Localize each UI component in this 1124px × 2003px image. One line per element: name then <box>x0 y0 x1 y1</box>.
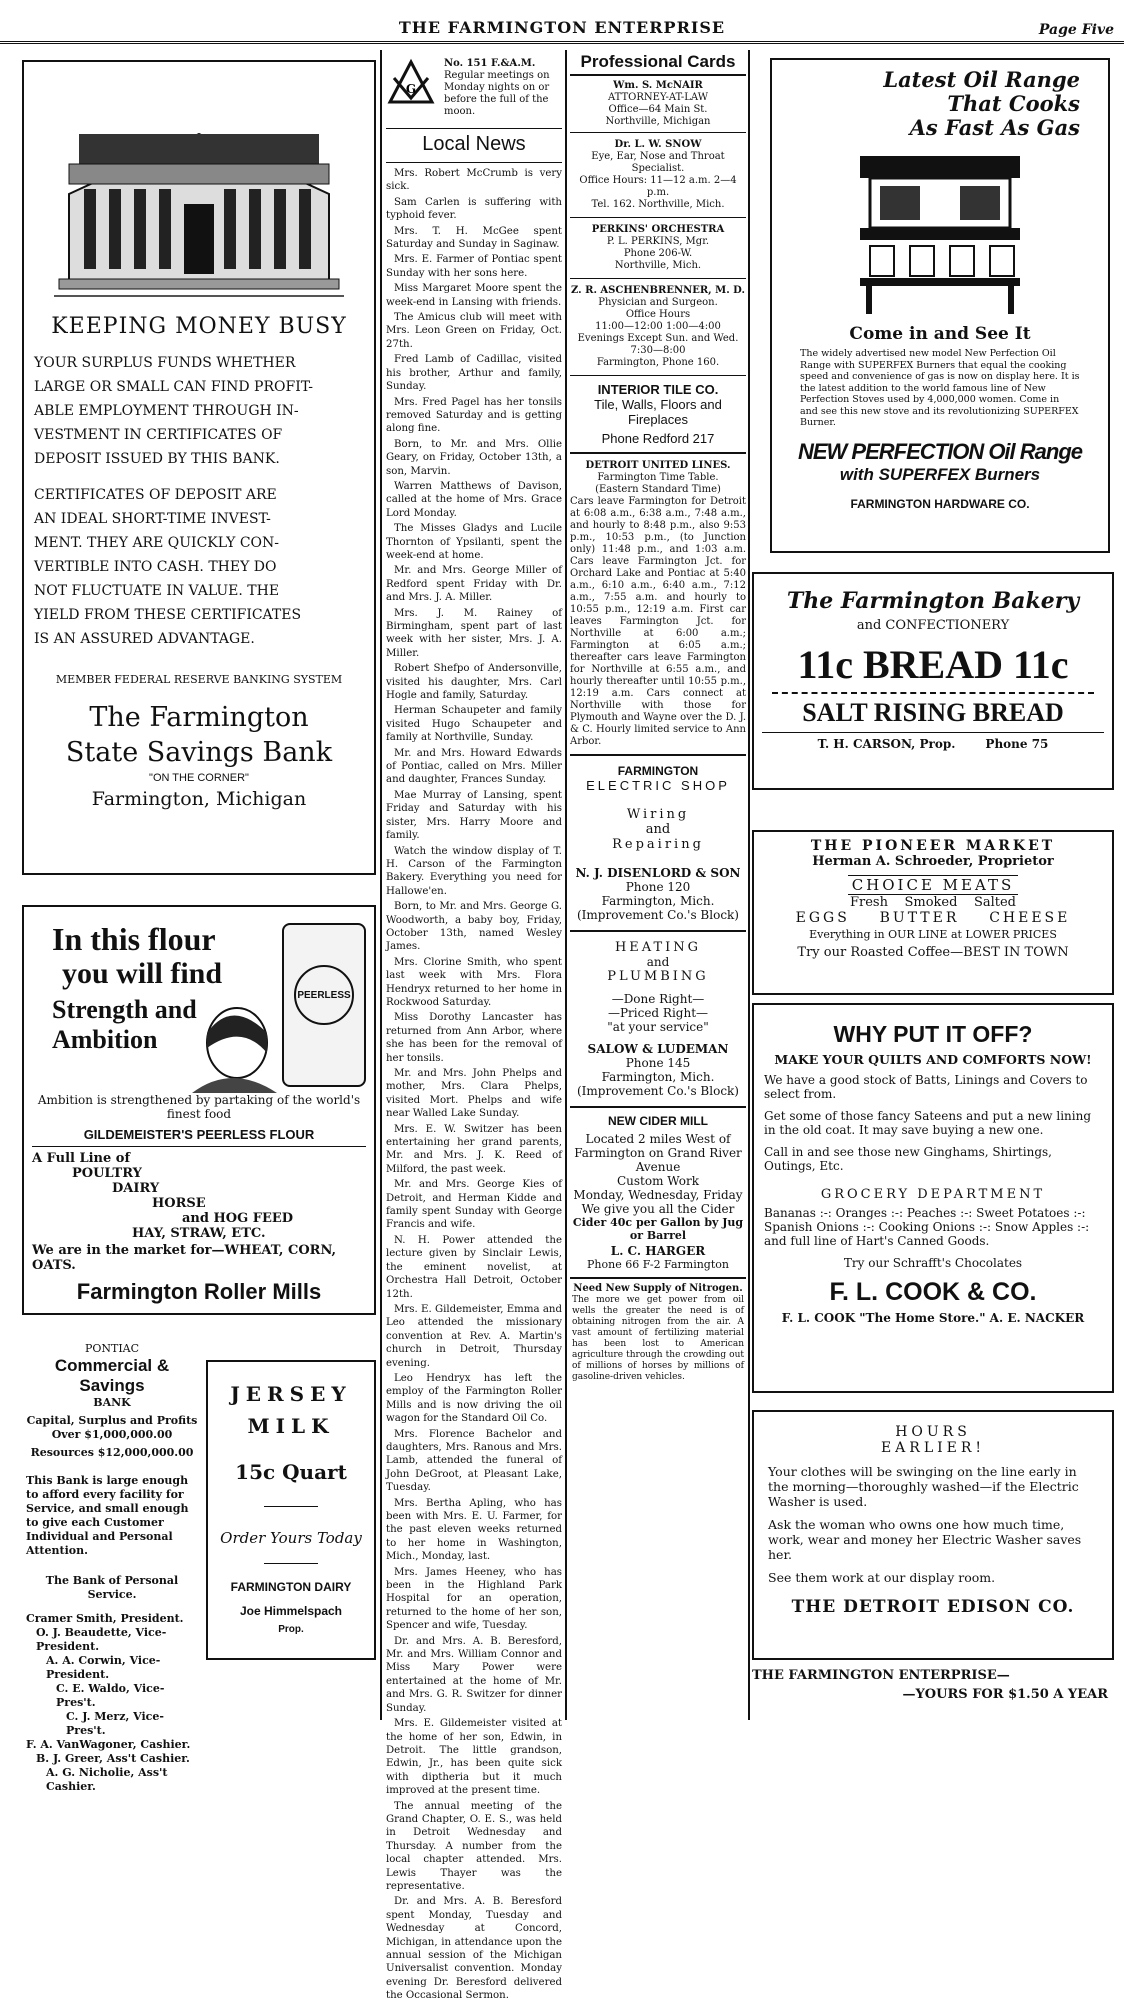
feed-line-6: HAY, STRAW, ETC. <box>132 1226 266 1241</box>
jersey-milk-ad <box>206 1360 376 1660</box>
pioneer-title: THE PIONEER MARKET <box>810 838 1056 854</box>
news-items <box>386 167 562 2003</box>
dur-time: (Eastern Standard Time) <box>595 484 721 495</box>
pontiac-bank-ad <box>22 1340 202 1793</box>
dur-timetable <box>570 454 746 756</box>
text-line: DEPOSIT ISSUED BY THIS BANK. <box>34 451 280 467</box>
text-line: LARGE OR SMALL CAN FIND PROFIT- <box>34 379 313 395</box>
sub-line-1: THE FARMINGTON ENTERPRISE— <box>752 1668 1010 1683</box>
cider-name: L. C. HARGER <box>610 1244 706 1258</box>
pioneer-market-ad <box>752 830 1114 995</box>
card-line: Phone 206-W. <box>623 248 693 259</box>
pontiac-capital: Capital, Surplus and Profits Over $1,000,000.00 <box>26 1414 198 1441</box>
electric-city: Farmington, Mich. <box>601 894 715 908</box>
news-item: Mr. and Mrs. George Miller of Redford spent Friday with Dr. and Mrs. J. A. Miller. <box>386 565 562 604</box>
news-item: Mrs. James Heeney, who has been in the Highland Park Hospital for an operation, returned to the home of her son, Spencer and wife, Tuesday. <box>386 1566 562 1632</box>
pontiac-resources: Resources $12,000,000.00 <box>30 1446 194 1459</box>
pontiac-officers <box>26 1612 198 1794</box>
jersey-t2: MILK <box>247 1414 335 1438</box>
news-item: Mrs. Fred Pagel has her tonsils removed Saturday and is getting along fine. <box>386 396 562 435</box>
text-line: ABLE EMPLOYMENT THROUGH IN- <box>34 403 299 419</box>
text-line: IS AN ASSURED ADVANTAGE. <box>34 631 255 647</box>
electric-shop-ad <box>570 756 746 932</box>
card-line: Dr. L. W. SNOW <box>614 139 702 150</box>
lodge-notice <box>386 56 564 120</box>
svg-text:G: G <box>405 82 417 96</box>
bakery-title: The Farmington Bakery <box>786 588 1080 614</box>
pontiac-t1: PONTIAC <box>84 1342 140 1355</box>
bank-name-2: State Savings Bank <box>65 737 333 768</box>
electric-t1: FARMINGTON <box>617 764 699 778</box>
lodge-text: Regular meetings on Monday nights on or before the full of the moon. <box>444 70 550 117</box>
bank-para2 <box>34 483 364 651</box>
lodge-number: No. 151 F.&A.M. <box>444 58 536 69</box>
art-line-1: In this flour <box>52 921 216 957</box>
pontiac-t2: Commercial & Savings <box>54 1356 170 1395</box>
divider <box>772 692 1094 694</box>
news-item: Mr. and Mrs. George Kies of Detroit, and Herman Kidde and family spent Sunday with George Francis and wife. <box>386 1179 562 1231</box>
nitrogen-title: Need New Supply of Nitrogen. <box>573 1283 743 1294</box>
heating-phone: Phone 145 <box>625 1056 691 1070</box>
flour-brand: GILDEMEISTER'S PEERLESS FLOUR <box>83 1127 315 1142</box>
heating-city: Farmington, Mich. <box>601 1070 715 1084</box>
oil-range-ad <box>770 58 1110 553</box>
card-line: Office Hours: 11—12 a.m. 2—4 p.m. <box>579 175 737 198</box>
edison-p3: See them work at our display room. <box>768 1570 996 1585</box>
electric-l1: Wiring <box>626 807 690 822</box>
roller-mills-name: Farmington Roller Mills <box>76 1279 322 1304</box>
feed-line-3: DAIRY <box>112 1181 160 1196</box>
jersey-t1: JERSEY <box>230 1382 352 1406</box>
news-item: Miss Dorothy Lancaster has returned from Ann Arbor, where she has been for the removal of her tonsils. <box>386 1012 562 1064</box>
page-number: Page Five <box>1038 22 1114 38</box>
news-item: Mr. and Mrs. John Phelps and mother, Mrs. Clara Phelps, visited Mort. Phelps and wife near Walled Lake Sunday. <box>386 1068 562 1120</box>
card-line: Physician and Surgeon. <box>598 297 718 308</box>
card-line: 11:00—12:00 1:00—4:00 <box>595 321 721 332</box>
cider-l4: We give you all the Cider <box>581 1202 735 1216</box>
news-item: Warren Matthews of Davison, called at the home of Mrs. Grace Lord Monday. <box>386 480 562 519</box>
sack-label: PEERLESS <box>297 989 351 1001</box>
masonic-emblem-icon <box>386 58 436 108</box>
divider <box>762 732 1104 733</box>
subscription-notice <box>752 1668 1114 1720</box>
cider-l1: Located 2 miles West of Farmington on Grand River Avenue <box>574 1132 742 1174</box>
bank-name-1: The Farmington <box>89 702 309 733</box>
news-item: Born, to Mr. and Mrs. George G. Woodworth, a baby boy, Friday, October 13th, named Wesley James. <box>386 901 562 953</box>
bank-para1 <box>34 351 364 471</box>
feed-line-5: and HOG FEED <box>182 1211 294 1226</box>
feed-line-2: POULTRY <box>72 1166 142 1181</box>
news-item: Dr. and Mrs. A. B. Beresford, Mr. and Mrs. William Connor and Miss Mary Power were entertained at the home of Mr. and Mrs. G. R. Switzer for dinner Sunday. <box>386 1635 562 1714</box>
news-item: Mrs. Bertha Apling, who has been with Mrs. E. U. Farmer, for the past eleven weeks returned to her home in Washington, Mich., Monday, last. <box>386 1497 562 1563</box>
pioneer-owner: Herman A. Schroeder, Proprietor <box>812 854 1054 869</box>
art-line-3: Strength and <box>52 995 197 1024</box>
pioneer-cuts: Fresh Smoked Salted <box>849 895 1017 910</box>
card-mcnair <box>570 76 746 133</box>
bakery-phone: Phone 75 <box>985 737 1049 751</box>
nitrogen-article <box>570 1279 746 1387</box>
art-line-2: you will find <box>62 957 223 990</box>
news-item: Mrs. J. M. Rainey of Birmingham, spent part of last week with her sister, Mrs. J. A. Miller. <box>386 607 562 659</box>
detroit-edison-ad <box>752 1410 1114 1660</box>
pioneer-prices: Everything in OUR LINE at LOWER PRICES <box>809 928 1057 941</box>
card-line: ATTORNEY-AT-LAW <box>607 92 709 103</box>
news-item: Fred Lamb of Cadillac, visited his brother, Arthur and family, Sunday. <box>386 354 562 393</box>
officer: F. A. VanWagoner, Cashier. <box>26 1738 191 1751</box>
text-line: CERTIFICATES OF DEPOSIT ARE <box>34 487 277 503</box>
news-item: Mr. and Mrs. Howard Edwards of Pontiac, called on Mrs. Miller and daughter, Frances Sunday. <box>386 747 562 786</box>
divider <box>264 1506 318 1507</box>
professional-column <box>570 52 746 1720</box>
text-line: YIELD FROM THESE CERTIFICATES <box>34 607 302 623</box>
bakery-sub: and CONFECTIONERY <box>856 618 1010 633</box>
card-line: Tile, Walls, Floors and Fireplaces <box>594 397 722 427</box>
cider-title: NEW CIDER MILL <box>608 1114 708 1128</box>
news-item: Dr. and Mrs. A. B. Beresford spent Monday, Tuesday and Wednesday at Concord, Michigan, in attendance upon the annual session of the Michigan Universalist convention. Monday evening Dr. Beresford delivered the Occasional Sermon. <box>386 1896 562 2002</box>
news-item: Mrs. E. W. Switzer has been entertaining her grand parents, Mr. and Mrs. J. K. Reed of Milford, the past week. <box>386 1123 562 1175</box>
jersey-owner: Joe Himmelspach <box>239 1604 343 1618</box>
farmington-bank-ad <box>22 60 376 875</box>
text-line: YOUR SURPLUS FUNDS WHETHER <box>34 355 296 371</box>
pontiac-t3: BANK <box>93 1396 131 1409</box>
flour-caption: Ambition is strengthened by partaking of the world's finest food <box>37 1093 361 1121</box>
edison-t1: HOURS <box>895 1424 971 1440</box>
masthead-title: THE FARMINGTON ENTERPRISE <box>398 18 726 37</box>
column-rule <box>380 50 382 1720</box>
bakery-salt-rising: SALT RISING BREAD <box>802 698 1064 727</box>
cook-co-ad <box>752 1003 1114 1393</box>
oil-store: FARMINGTON HARDWARE CO. <box>850 496 1030 511</box>
pioneer-meats: CHOICE MEATS <box>848 875 1018 895</box>
news-item: Mrs. E. Farmer of Pontiac spent Sunday with her sons here. <box>386 254 562 279</box>
heating-l3: PLUMBING <box>607 969 709 984</box>
flour-ad <box>22 905 376 1315</box>
cook-p4: Bananas :-: Oranges :-: Peaches :-: Sweet Potatoes :-: Spanish Onions :-: Cooking Onions :-: Snow Apples :-: and full line of Hart's Canned Goods. <box>764 1206 1090 1248</box>
text-line: MENT. THEY ARE QUICKLY CON- <box>34 535 280 551</box>
card-line: Northville, Michigan <box>605 116 711 127</box>
heating-l5: —Priced Right— <box>607 1006 709 1020</box>
news-item: Mae Murray of Lansing, spent Friday and Saturday with his sister, Mrs. Harry Moore and family. <box>386 789 562 842</box>
card-line: Tel. 162. Northville, Mich. <box>591 199 725 210</box>
card-line: P. L. PERKINS, Mgr. <box>606 236 710 247</box>
card-perkins <box>570 218 746 279</box>
jersey-dairy: FARMINGTON DAIRY <box>230 1580 352 1594</box>
news-item: Mrs. T. H. McGee spent Saturday and Sunday in Saginaw. <box>386 225 562 251</box>
card-line: PERKINS' ORCHESTRA <box>591 224 725 235</box>
edison-p2: Ask the woman who owns one how much time, work, wear and money her Electric Washer saves her. <box>768 1517 1082 1562</box>
card-line: INTERIOR TILE CO. <box>597 382 719 397</box>
bank-building-icon <box>49 74 349 304</box>
edison-t2: EARLIER! <box>880 1440 986 1456</box>
column-rule <box>565 50 567 1720</box>
card-line: Eye, Ear, Nose and Throat Specialist. <box>591 151 725 174</box>
officer: Cramer Smith, President. <box>26 1612 184 1625</box>
cider-l2: Custom Work <box>616 1174 700 1188</box>
cook-p1: We have a good stock of Batts, Linings and Covers to select from. <box>764 1073 1088 1101</box>
card-line: Office Hours <box>625 309 691 320</box>
bank-headline: KEEPING MONEY BUSY <box>51 314 347 339</box>
card-line: Evenings Except Sun. and Wed. 7:30—8:00 <box>577 333 739 356</box>
divider <box>386 162 562 163</box>
edison-name: THE DETROIT EDISON CO. <box>791 1597 1075 1617</box>
text-line: NOT FLUCTUATE IN VALUE. THE <box>34 583 280 599</box>
oil-h1: Latest Oil Range <box>883 67 1080 92</box>
oil-come-in: Come in and See It <box>849 324 1031 344</box>
cook-p3: Call in and see those new Ginghams, Shirtings, Outings, Etc. <box>764 1145 1052 1173</box>
news-item: The Misses Gladys and Lucile Thornton of Ypsilanti, spent the week-end at home. <box>386 523 562 561</box>
news-item: Robert Shefpo of Andersonville, visited his daughter, Mrs. Carl Hogle and family, Saturday. <box>386 663 562 702</box>
card-tile <box>570 376 746 454</box>
text-line: VERTIBLE INTO CASH. THEY DO <box>34 559 277 575</box>
card-line: Farmington, Phone 160. <box>596 357 720 368</box>
cook-sub: MAKE YOUR QUILTS AND COMFORTS NOW! <box>774 1052 1092 1067</box>
cider-mill-ad <box>570 1108 746 1279</box>
news-item: The Amicus club will meet with Mrs. Leon Green on Friday, Oct. 27th. <box>386 312 562 350</box>
electric-block: (Improvement Co.'s Block) <box>576 908 739 922</box>
oil-body: The widely advertised new model New Perfection Oil Range with SUPERFEX Burners that equal the cooking speed and convenience of gas is now on display here. It is the latest addition to the world famous line of New Perfection Stoves used by 4,000,000 women. Come in and see this new stove and its revolutionizing SUPERFEX Burner. <box>800 348 1080 428</box>
officer: C. E. Waldo, Vice-Pres't. <box>56 1682 165 1709</box>
news-item: Sam Carlen is suffering with typhoid fever. <box>386 196 562 222</box>
cook-dept: GROCERY DEPARTMENT <box>820 1187 1046 1202</box>
card-aschenbrenner <box>570 279 746 376</box>
pontiac-motto: The Bank of Personal Service. <box>45 1574 179 1601</box>
cook-p5: Try our Schrafft's Chocolates <box>843 1256 1023 1270</box>
flour-sack-icon <box>282 923 366 1087</box>
oil-h3: As Fast As Gas <box>909 115 1080 140</box>
sub-line-2: —YOURS FOR $1.50 A YEAR <box>902 1687 1108 1702</box>
news-item: Miss Margaret Moore spent the week-end in Lansing with friends. <box>386 283 562 308</box>
cook-footer: F. L. COOK "The Home Store." A. E. NACKER <box>781 1311 1085 1325</box>
local-news-column <box>386 124 562 2002</box>
officer: B. J. Greer, Ass't Cashier. <box>36 1752 190 1765</box>
officer: A. G. Nicholie, Ass't Cashier. <box>46 1766 168 1793</box>
dur-subtitle: Farmington Time Table. <box>597 472 719 483</box>
card-line: Z. R. ASCHENBRENNER, M. D. <box>571 285 745 296</box>
divider <box>386 128 562 129</box>
feed-line-7: We are in the market for—WHEAT, CORN, OATS. <box>32 1243 337 1273</box>
electric-l2: and <box>645 822 671 837</box>
electric-l3: Repairing <box>612 837 704 852</box>
card-snow <box>570 133 746 218</box>
officer: A. A. Corwin, Vice-President. <box>46 1654 161 1681</box>
news-item: Herman Schaupeter and family visited Hugo Schaupeter and family at Northville, Sunday. <box>386 705 562 744</box>
bakery-prop: T. H. CARSON, Prop. <box>817 737 956 751</box>
news-item: Mrs. E. Gildemeister, Emma and Leo attended the missionary convention at Rev. A. Martin's church in Detroit, Thursday evening. <box>386 1303 562 1369</box>
bakery-footer <box>762 737 1104 751</box>
bakery-ad <box>752 572 1114 790</box>
edison-p1: Your clothes will be swinging on the line early in the morning—thoroughly washed—if the Electric Washer is used. <box>768 1464 1079 1509</box>
heating-l4: —Done Right— <box>611 992 705 1006</box>
heating-l2: and <box>646 955 670 969</box>
divider <box>32 1146 366 1147</box>
prof-cards-heading: Professional Cards <box>570 52 746 76</box>
bank-member: MEMBER FEDERAL RESERVE BANKING SYSTEM <box>55 673 343 686</box>
bank-city: Farmington, Michigan <box>91 788 307 810</box>
news-item: Born, to Mr. and Mrs. Ollie Geary, on Friday, October 13th, a son, Marvin. <box>386 438 562 477</box>
divider <box>264 1563 318 1564</box>
pioneer-dairy: EGGS BUTTER CHEESE <box>795 910 1071 926</box>
woman-portrait-icon <box>182 1003 282 1093</box>
art-line-4: Ambition <box>52 1025 158 1054</box>
bank-corner: "ON THE CORNER" <box>149 772 249 784</box>
heating-plumbing-ad <box>570 932 746 1108</box>
electric-t2: ELECTRIC SHOP <box>586 778 730 793</box>
dur-body: Cars leave Farmington for Detroit at 6:08 a.m., 6:38 a.m., 7:48 a.m., and hourly to 8:48 p.m., also 9:53 p.m., 10:53 p.m., (to Junction only) 11:48 p.m., and 1:03 a.m. Cars leave Farmington Jct. for Orchard Lake and Pontiac at 5:40 a.m., 6:10 a.m., 6:40 a.m., 7:12 a.m., 7:55 a.m. and hourly to 10:55 p.m., 12:19 a.m. First car leaves Farmington Jct. for Northville at 6:00 a.m.; Farmington at 6:05 a.m.; thereafter cars leave Farmington for Northville at 6:55 a.m., and hourly thereafter until 10:55 p.m., 12:19 a.m. Cars connect at Northville with those for Plymouth and Wayne over the D. J. & C. Hourly limited service to Ann Arbor. <box>570 496 746 747</box>
text-line: AN IDEAL SHORT-TIME INVEST- <box>34 511 271 527</box>
pioneer-coffee: Try our Roasted Coffee—BEST IN TOWN <box>797 945 1069 960</box>
bakery-bread-price: 11c BREAD 11c <box>797 642 1069 687</box>
text-line: VESTMENT IN CERTIFICATES OF <box>34 427 283 443</box>
officer: C. J. Merz, Vice-Pres't. <box>66 1710 164 1737</box>
pontiac-body: This Bank is large enough to afford every facility for Service, and small enough to give each Customer Individual and Personal Attention. <box>26 1474 189 1557</box>
flour-artwork <box>32 913 366 1093</box>
page-header <box>0 0 1124 44</box>
news-item: Watch the window display of T. H. Carson of the Farmington Bakery. Everything you need for Hallowe'en. <box>386 845 562 897</box>
card-line: Office—64 Main St. <box>608 104 708 115</box>
card-line: Northville, Mich. <box>614 260 702 271</box>
cider-l3: Monday, Wednesday, Friday <box>573 1188 743 1202</box>
jersey-prop: Prop. <box>278 1624 304 1635</box>
nitrogen-body: The more we get power from oil wells the greater the need is of obtaining nitrogen from the air. A vast amount of fertilizing material has been lost to American agriculture through the crowding out of millions of horses by millions of gasoline-driven vehicles. <box>572 1295 744 1382</box>
heating-l1: HEATING <box>614 940 702 955</box>
news-item: Mrs. E. Gildemeister visited at the home of her son, Edwin, in Detroit. The little grandson, Edwin, Jr., has been quite sick with diptheria but it much improved at the present time. <box>386 1718 562 1797</box>
cider-l5: Cider 40c per Gallon by Jug or Barrel <box>572 1216 744 1242</box>
heating-name: SALOW & LUDEMAN <box>587 1042 729 1056</box>
feed-line-4: HORSE <box>152 1196 206 1211</box>
cook-p2: Get some of those fancy Sateens and put a new lining in the old coat. It may save buying a new one. <box>764 1109 1092 1137</box>
news-item: Leo Hendryx has left the employ of the Farmington Roller Mills and is now driving the oil wagon for the Standard Oil Co. <box>386 1372 562 1425</box>
news-item: Mrs. Robert McCrumb is very sick. <box>386 168 562 193</box>
oil-np2: with SUPERFEX Burners <box>839 464 1041 484</box>
electric-name: N. J. DISENLORD & SON <box>575 866 741 880</box>
news-item: The annual meeting of the Grand Chapter, O. E. S., was held in Detroit Wednesday and Thursday. A number from the local chapter attended. Mrs. Lewis Thayer was the representative. <box>386 1800 562 1892</box>
electric-phone: Phone 120 <box>625 880 691 894</box>
news-item: Mrs. Clorine Smith, who spent last week with Mrs. Flora Hendryx returned to her home in Rockwood Saturday. <box>386 956 562 1008</box>
news-item: Mrs. Florence Bachelor and daughters, Mrs. Ranous and Mrs. Lamb, attended the funeral of John DeGroot, at Pleasant Lake, Tuesday. <box>386 1428 562 1494</box>
heating-l6: "at your service" <box>607 1020 709 1034</box>
column-rule <box>748 50 750 1720</box>
card-line: Wm. S. McNAIR <box>613 80 703 91</box>
feed-line-1: A Full Line of <box>32 1151 131 1166</box>
card-line: Phone Redford 217 <box>601 431 715 446</box>
cook-name: F. L. COOK & CO. <box>829 1278 1037 1306</box>
jersey-order: Order Yours Today <box>220 1529 362 1547</box>
cider-phone: Phone 66 F-2 Farmington <box>587 1258 729 1271</box>
heating-block: (Improvement Co.'s Block) <box>576 1084 739 1098</box>
oil-h2: That Cooks <box>947 91 1080 116</box>
cook-headline: WHY PUT IT OFF? <box>833 1021 1033 1047</box>
local-news-heading: Local News <box>422 133 526 155</box>
oil-stove-icon <box>840 146 1040 316</box>
dur-title: DETROIT UNITED LINES. <box>585 460 731 471</box>
news-item: N. H. Power attended the lecture given by Sinclair Lewis, the eminent novelist, at Orchestra Hall Detroit, October 12th. <box>386 1234 562 1300</box>
jersey-price: 15c Quart <box>235 1460 347 1484</box>
oil-headline <box>780 68 1100 140</box>
oil-np1: NEW PERFECTION Oil Range <box>797 438 1083 464</box>
officer: O. J. Beaudette, Vice-President. <box>36 1626 167 1653</box>
